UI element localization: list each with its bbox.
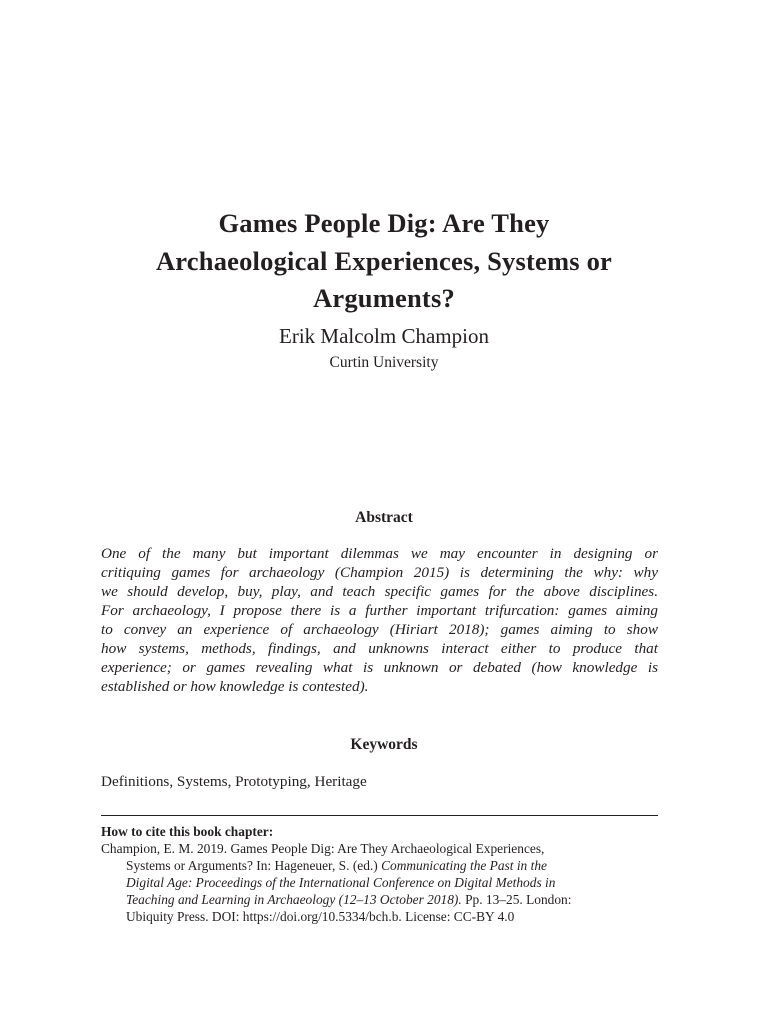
abstract-line: critiquing games for archaeology (Champion 2015) is determining the why: why <box>101 564 658 581</box>
footnote-divider <box>101 815 658 816</box>
citation-book-title: Digital Age: Proceedings of the International Conference on Digital Methods in <box>126 874 556 890</box>
citation-line: Champion, E. M. 2019. Games People Dig: Are They Archaeological Experiences, <box>101 840 545 856</box>
abstract-line: how systems, methods, findings, and unknowns interact either to produce that <box>101 640 658 657</box>
citation-line <box>101 858 658 875</box>
abstract-line: experience; or games revealing what is unknown or debated (how knowledge is <box>101 659 658 676</box>
abstract-line: One of the many but important dilemmas we may encounter in designing or <box>101 545 658 562</box>
title-line: Archaeological Experiences, Systems or <box>155 245 613 276</box>
citation-book-title: Communicating the Past in the <box>381 857 547 873</box>
citation-book-title: Teaching and Learning in Archaeology (12–13 October 2018). <box>126 891 462 907</box>
abstract-line: established or how knowledge is contested). <box>101 678 369 695</box>
chapter-title <box>60 205 708 318</box>
abstract-line: we should develop, buy, play, and teach specific games for the above disciplines. <box>101 583 658 600</box>
title-line: Games People Dig: Are They <box>218 208 550 238</box>
keywords-heading: Keywords <box>350 736 418 753</box>
citation-text: Systems or Arguments? In: Hageneuer, S. (ed.) <box>126 857 382 873</box>
abstract-line: to convey an experience of archaeology (Hiriart 2018); games aiming to show <box>101 621 658 638</box>
abstract-line: For archaeology, I propose there is a further important trifurcation: games aiming <box>101 602 658 619</box>
abstract-text <box>101 544 658 696</box>
author-name: Erik Malcolm Champion <box>279 324 489 348</box>
abstract-heading: Abstract <box>355 509 413 526</box>
citation-heading: How to cite this book chapter: <box>101 824 274 839</box>
citation-text: Pp. 13–25. London: <box>461 891 572 907</box>
title-line: Arguments? <box>313 283 455 313</box>
citation-line <box>101 892 658 909</box>
citation-line: Ubiquity Press. DOI: https://doi.org/10.5334/bch.b. License: CC-BY 4.0 <box>126 908 515 924</box>
author-affiliation: Curtin University <box>329 354 439 371</box>
keywords-list: Definitions, Systems, Prototyping, Heritage <box>101 773 367 790</box>
citation-line <box>101 875 658 892</box>
citation-block <box>101 824 658 925</box>
